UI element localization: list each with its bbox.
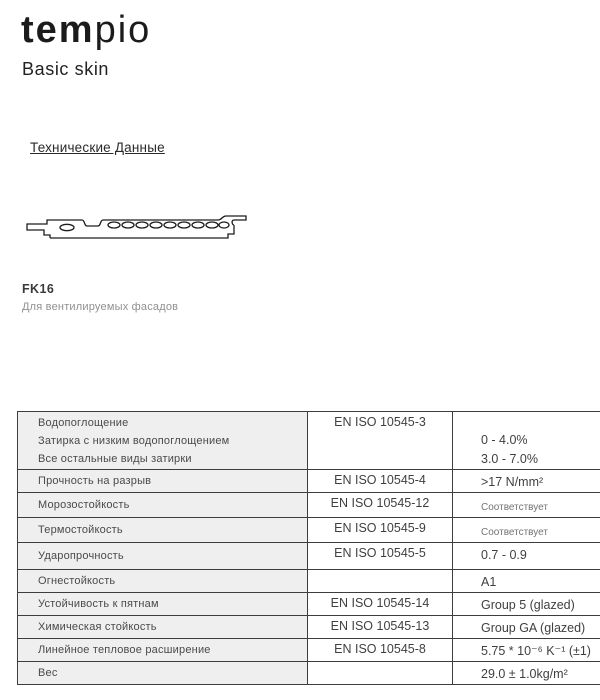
property-label: Химическая стойкость bbox=[38, 621, 157, 633]
product-description: Для вентилируемых фасадов bbox=[22, 301, 179, 313]
value-cell bbox=[453, 662, 600, 685]
property-label: Затирка с низким водопоглощением bbox=[38, 434, 230, 447]
property-value: Group 5 (glazed) bbox=[481, 598, 575, 612]
value-cell bbox=[453, 470, 600, 493]
standard-cell: EN ISO 10545-14 bbox=[308, 593, 453, 616]
property-value: 0 - 4.0% bbox=[481, 433, 528, 447]
value-cell bbox=[453, 412, 600, 470]
property-cell bbox=[18, 412, 308, 470]
property-value: 3.0 - 7.0% bbox=[481, 452, 538, 466]
property-cell bbox=[18, 518, 308, 543]
property-label: Морозостойкость bbox=[38, 499, 130, 511]
property-value: A1 bbox=[481, 575, 497, 589]
table-row bbox=[18, 470, 600, 493]
property-cell bbox=[18, 493, 308, 518]
panel-cross-section-icon bbox=[22, 213, 250, 245]
standard-cell: EN ISO 10545-3 bbox=[308, 412, 453, 470]
standard-cell bbox=[308, 662, 453, 685]
standard-cell: EN ISO 10545-12 bbox=[308, 493, 453, 518]
standard-cell: EN ISO 10545-4 bbox=[308, 470, 453, 493]
property-value: Соответствует bbox=[481, 502, 548, 513]
logo-light-part: pio bbox=[94, 9, 152, 51]
table-row bbox=[18, 662, 600, 685]
table-row bbox=[18, 593, 600, 616]
property-label: Огнестойкость bbox=[38, 575, 116, 587]
standard-cell: EN ISO 10545-5 bbox=[308, 543, 453, 570]
value-cell bbox=[453, 616, 600, 639]
table-row bbox=[18, 616, 600, 639]
property-cell bbox=[18, 639, 308, 662]
property-value: 0.7 - 0.9 bbox=[481, 548, 527, 562]
table-row bbox=[18, 570, 600, 593]
property-cell bbox=[18, 543, 308, 570]
table-row bbox=[18, 518, 600, 543]
property-label: Все остальные виды затирки bbox=[38, 452, 192, 465]
table-row bbox=[18, 493, 600, 518]
property-label: Прочность на разрыв bbox=[38, 475, 152, 487]
property-value: 5.75 * 10⁻⁶ K⁻¹ (±1) bbox=[481, 644, 591, 658]
table-row bbox=[18, 639, 600, 662]
property-cell bbox=[18, 662, 308, 685]
property-label: Устойчивость к пятнам bbox=[38, 598, 159, 610]
standard-cell: EN ISO 10545-13 bbox=[308, 616, 453, 639]
tempio-logo bbox=[21, 8, 151, 52]
logo-bold-part: tem bbox=[21, 9, 95, 51]
property-label: Термостойкость bbox=[38, 524, 123, 536]
property-cell bbox=[18, 616, 308, 639]
property-value: 29.0 ± 1.0kg/m² bbox=[481, 667, 568, 681]
property-label: Линейное тепловое расширение bbox=[38, 644, 211, 656]
product-code: FK16 bbox=[22, 282, 55, 296]
property-value: >17 N/mm² bbox=[481, 475, 544, 489]
property-value: Соответствует bbox=[481, 527, 548, 538]
value-cell bbox=[453, 493, 600, 518]
product-line-subtitle: Basic skin bbox=[22, 59, 110, 79]
property-label: Ударопрочность bbox=[38, 550, 124, 562]
value-cell bbox=[453, 518, 600, 543]
property-value: Group GA (glazed) bbox=[481, 621, 586, 635]
property-cell bbox=[18, 570, 308, 593]
standard-cell bbox=[308, 570, 453, 593]
standard-cell: EN ISO 10545-8 bbox=[308, 639, 453, 662]
value-cell bbox=[453, 543, 600, 570]
technical-specs-table bbox=[17, 411, 600, 685]
property-cell bbox=[18, 593, 308, 616]
table-row bbox=[18, 543, 600, 570]
table-row bbox=[18, 412, 600, 470]
value-cell bbox=[453, 570, 600, 593]
property-label: Водопоглощение bbox=[38, 416, 129, 429]
value-cell bbox=[453, 593, 600, 616]
standard-cell: EN ISO 10545-9 bbox=[308, 518, 453, 543]
technical-data-link[interactable]: Технические Данные bbox=[30, 140, 165, 155]
property-label: Вес bbox=[38, 667, 58, 679]
property-cell bbox=[18, 470, 308, 493]
value-cell bbox=[453, 639, 600, 662]
